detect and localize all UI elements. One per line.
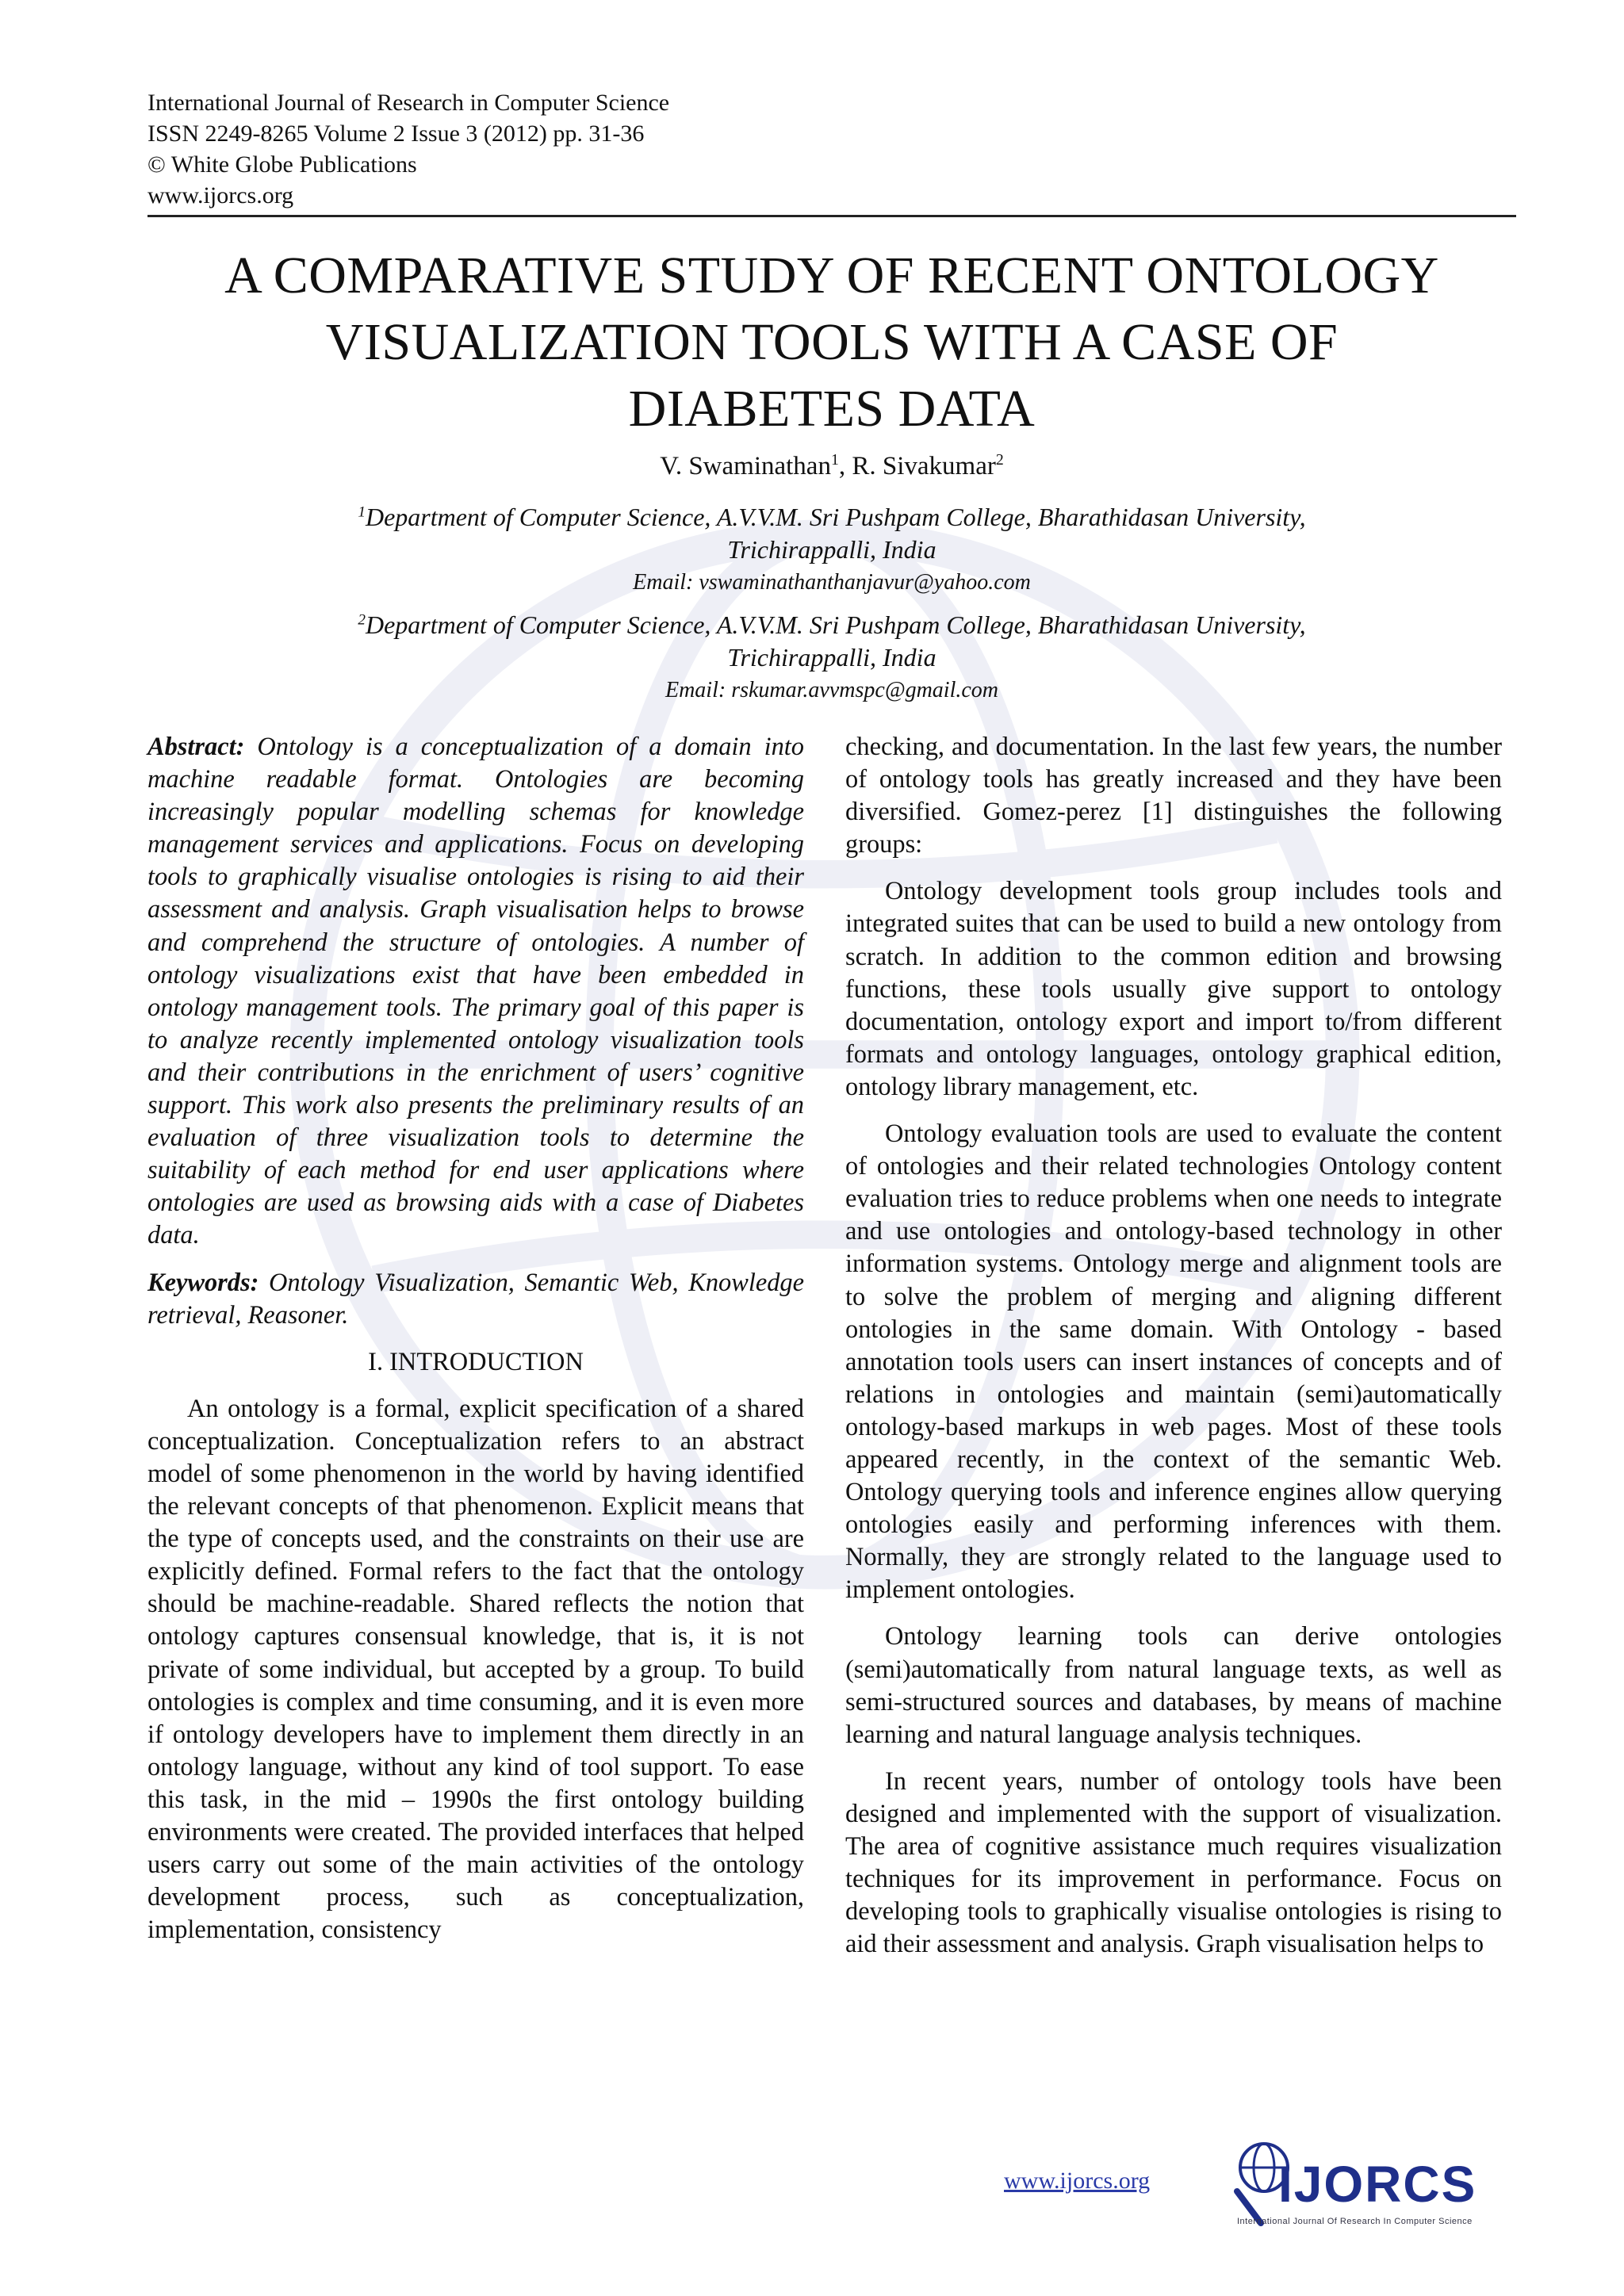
- journal-issn: ISSN 2249-8265 Volume 2 Issue 3 (2012) pp. 31-36: [147, 121, 645, 147]
- body-paragraph-1: checking, and documentation. In the last few years, the number of ontology tools has greatly increased and they have been diversified. Gomez-perez [1] distinguishes the following groups:: [845, 733, 1502, 859]
- author-1-sup: 1: [830, 451, 839, 469]
- affiliation-2: [147, 609, 1516, 706]
- affiliation-2-dept: Department of Computer Science, A.V.V.M. Sri Pushpam College, Bharathidasan University,: [365, 610, 1306, 639]
- title-line-2: VISUALIZATION TOOLS WITH A CASE OF: [325, 313, 1339, 371]
- body-paragraph-2: Ontology development tools group includes tools and integrated suites that can be used to build a new ontology from scratch. In addition to the common edition and browsing functions, these tools usually give support to ontology documentation, ontology export and import to/from different formats and ontology languages, ontology graphical edition, ontology library management, etc.: [845, 877, 1502, 1101]
- keywords-text: Ontology Visualization, Semantic Web, Knowledge retrieval, Reasoner.: [147, 1268, 804, 1330]
- paper-title: [147, 243, 1516, 442]
- affiliation-1: [147, 501, 1516, 599]
- affiliation-1-dept: Department of Computer Science, A.V.V.M. Sri Pushpam College, Bharathidasan University,: [365, 503, 1306, 531]
- section-heading-introduction: I. INTRODUCTION: [368, 1347, 584, 1376]
- author-2: R. Sivakumar: [852, 452, 996, 480]
- body-paragraph-5: In recent years, number of ontology tools have been designed and implemented with the support of visualization. The area of cognitive assistance much requires visualization techniques for its improvement in performance. Focus on developing tools to graphically visualise ontologies is rising to aid their assessment and analysis. Graph visualisation helps to: [845, 1766, 1502, 1959]
- body-paragraph-4: Ontology learning tools can derive ontologies (semi)automatically from natural language texts, as well as semi-structured sources and databases, by means of machine learning and natural language analysis techniques.: [845, 1622, 1502, 1749]
- affiliation-1-email: Email: vswaminathanthanjavur@yahoo.com: [633, 570, 1031, 595]
- affiliation-1-city: Trichirappalli, India: [727, 535, 936, 564]
- journal-header: [147, 87, 1511, 211]
- author-list: [147, 449, 1516, 484]
- author-2-sup: 2: [995, 451, 1004, 469]
- body-paragraph-3: Ontology evaluation tools are used to evaluate the content of ontologies and their related technologies Ontology content evaluation tries to reduce problems when one needs to integrate and use ontologies and ontology-based technology in other information systems. Ontology merge and alignment tools are to solve the problem of merging and aligning different ontologies in the same domain. With Ontology - based annotation tools users can insert instances of concepts and of relations in ontologies and maintain (semi)automatically ontology-based markups in web pages. Most of these tools appeared recently, in the context of the semantic Web. Ontology querying tools and inference engines allow querying ontologies easily and performing inferences with them. Normally, they are strongly related to the language used to implement ontologies.: [845, 1119, 1502, 1605]
- abstract-text: Ontology is a conceptualization of a domain into machine readable format. Ontologies are becoming increasingly popular modelling schemas for knowledge management services and applications. Focus on developing tools to graphically visualise ontologies is rising to aid their assessment and analysis. Graph visualisation helps to browse and comprehend the structure of ontologies. A number of ontology visualizations exist that have been embedded in ontology management tools. The primary goal of this paper is to analyze recently implemented ontology visualization tools and their contributions in the enrichment of users’ cognitive support. This work also presents the preliminary results of an evaluation of three visualization tools to determine the suitability of each method for end user applications where ontologies are used as browsing aids with a case of Diabetes data.: [147, 733, 804, 1250]
- affiliation-2-email: Email: rskumar.avvmspc@gmail.com: [665, 678, 999, 702]
- journal-name: International Journal of Research in Computer Science: [147, 90, 670, 116]
- journal-website: www.ijorcs.org: [147, 182, 294, 209]
- logo-wordmark: IJORCS: [1278, 2156, 1477, 2213]
- footer-link[interactable]: www.ijorcs.org: [1004, 2168, 1151, 2194]
- author-1: V. Swaminathan: [660, 452, 831, 480]
- title-line-1: A COMPARATIVE STUDY OF RECENT ONTOLOGY: [224, 247, 1439, 304]
- header-rule: [147, 215, 1516, 217]
- affiliation-2-city: Trichirappalli, India: [727, 643, 936, 672]
- abstract: [147, 731, 804, 1253]
- affiliation-2-sup: 2: [358, 611, 366, 629]
- title-line-3: DIABETES DATA: [628, 380, 1036, 438]
- affiliation-1-sup: 1: [358, 503, 366, 521]
- author-separator: ,: [838, 452, 852, 480]
- journal-publisher: © White Globe Publications: [147, 151, 417, 178]
- abstract-label: Abstract:: [147, 733, 245, 761]
- keywords-label: Keywords:: [147, 1268, 259, 1297]
- right-column: [845, 731, 1502, 1961]
- keywords: [147, 1267, 804, 1332]
- logo-tagline: International Journal Of Research In Computer Science: [1237, 2217, 1473, 2226]
- left-column: [147, 731, 804, 1946]
- intro-paragraph-1: An ontology is a formal, explicit specification of a shared conceptualization. Conceptualization refers to an abstract model of some phenomenon in the world by having identified the relevant concepts of that phenomenon. Explicit means that the type of concepts used, and the constraints on their use are explicitly defined. Formal refers to the fact that the ontology should be machine-readable. Shared reflects the notion that ontology captures consensual knowledge, that is, it is not private of some individual, but accepted by a group. To build ontologies is complex and time consuming, and it is even more if ontology developers have to implement them directly in an ontology language, without any kind of tool support. To ease this task, in the mid – 1990s the first ontology building environments were created. The provided interfaces that helped users carry out some of the main activities of the ontology development process, such as conceptualization, implementation, consistency: [147, 1394, 804, 1945]
